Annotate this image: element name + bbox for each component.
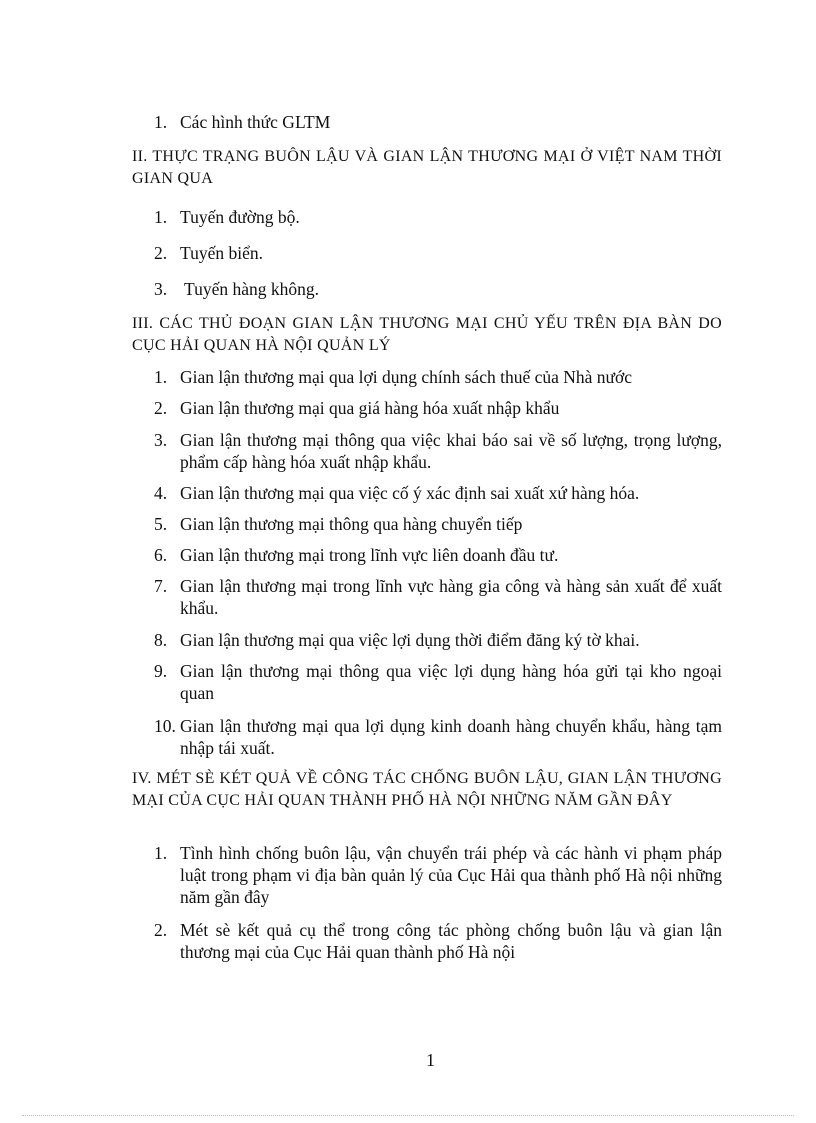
item-number: 9. bbox=[154, 661, 168, 681]
item-text: Gian lận thương mại qua giá hàng hóa xuất nhập khẩu bbox=[180, 398, 560, 418]
item-text: Gian lận thương mại thông qua việc lợi dụng hàng hóa gửi tại kho ngoại quan bbox=[180, 661, 722, 703]
item-number: 1. bbox=[154, 112, 168, 132]
item-text: Các hình thức GLTM bbox=[180, 112, 331, 132]
item-number: 3. bbox=[154, 430, 168, 450]
item-text: Mét sè kết quả cụ thể trong công tác phòng chống buôn lậu và gian lận thương mại của Cục Hải quan thành phố Hà nội bbox=[180, 920, 722, 962]
item-text: Gian lận thương mại qua lợi dụng kinh doanh hàng chuyển khẩu, hàng tạm nhập tái xuất. bbox=[180, 716, 722, 758]
page-number: 1 bbox=[426, 1050, 435, 1070]
item-text: Gian lận thương mại trong lĩnh vực liên doanh đầu tư. bbox=[180, 545, 559, 565]
item-number: 1. bbox=[154, 207, 168, 227]
item-text: Tình hình chống buôn lậu, vận chuyển trái phép và các hành vi phạm pháp luật trong phạm vi địa bàn quản lý của Cục Hải qua thành phố Hà nội những năm gần đây bbox=[180, 843, 722, 907]
item-text: Gian lận thương mại thông qua việc khai báo sai về số lượng, trọng lượng, phẩm cấp hàng hóa xuất nhập khẩu. bbox=[180, 430, 722, 472]
item-number: 7. bbox=[154, 576, 168, 596]
item-text: Gian lận thương mại qua việc cố ý xác định sai xuất xứ hàng hóa. bbox=[180, 483, 640, 503]
section-heading-ii: II. THỰC TRẠNG BUÔN LẬU VÀ GIAN LẬN THƯƠNG MẠI Ở VIỆT NAM THỜI GIAN QUA bbox=[132, 148, 722, 187]
page-bottom-divider bbox=[22, 1115, 794, 1116]
item-text: Gian lận thương mại qua việc lợi dụng thời điểm đăng ký tờ khai. bbox=[180, 630, 640, 650]
item-number: 6. bbox=[154, 545, 168, 565]
item-number: 4. bbox=[154, 483, 168, 503]
item-text: Tuyến đường bộ. bbox=[180, 207, 300, 227]
item-number: 1. bbox=[154, 367, 168, 387]
item-number: 8. bbox=[154, 630, 168, 650]
item-text: Gian lận thương mại qua lợi dụng chính sách thuế của Nhà nước bbox=[180, 367, 633, 387]
item-number: 10. bbox=[154, 716, 176, 736]
item-text: Gian lận thương mại trong lĩnh vực hàng gia công và hàng sản xuất để xuất khẩu. bbox=[180, 576, 722, 618]
item-number: 2. bbox=[154, 920, 168, 940]
item-text: Tuyến biển. bbox=[180, 243, 263, 263]
item-number: 2. bbox=[154, 243, 168, 263]
item-text: Tuyến hàng không. bbox=[184, 279, 319, 299]
item-number: 2. bbox=[154, 398, 168, 418]
section-heading-iv: IV. MÉT SÈ KÉT QUẢ VỀ CÔNG TÁC CHỐNG BUÔN LẬU, GIAN LẬN THƯƠNG MẠI CỦA CỤC HẢI QUAN THÀNH PHỐ HÀ NỘI NHỮNG NĂM GẦN ĐÂY bbox=[132, 770, 722, 809]
item-text: Gian lận thương mại thông qua hàng chuyển tiếp bbox=[180, 514, 523, 534]
section-heading-iii: III. CÁC THỦ ĐOẠN GIAN LẬN THƯƠNG MẠI CHỦ YẾU TRÊN ĐỊA BÀN DO CỤC HẢI QUAN HÀ NỘI QUẢN LÝ bbox=[132, 315, 722, 354]
item-number: 5. bbox=[154, 514, 168, 534]
item-number: 3. bbox=[154, 279, 168, 299]
item-number: 1. bbox=[154, 843, 168, 863]
